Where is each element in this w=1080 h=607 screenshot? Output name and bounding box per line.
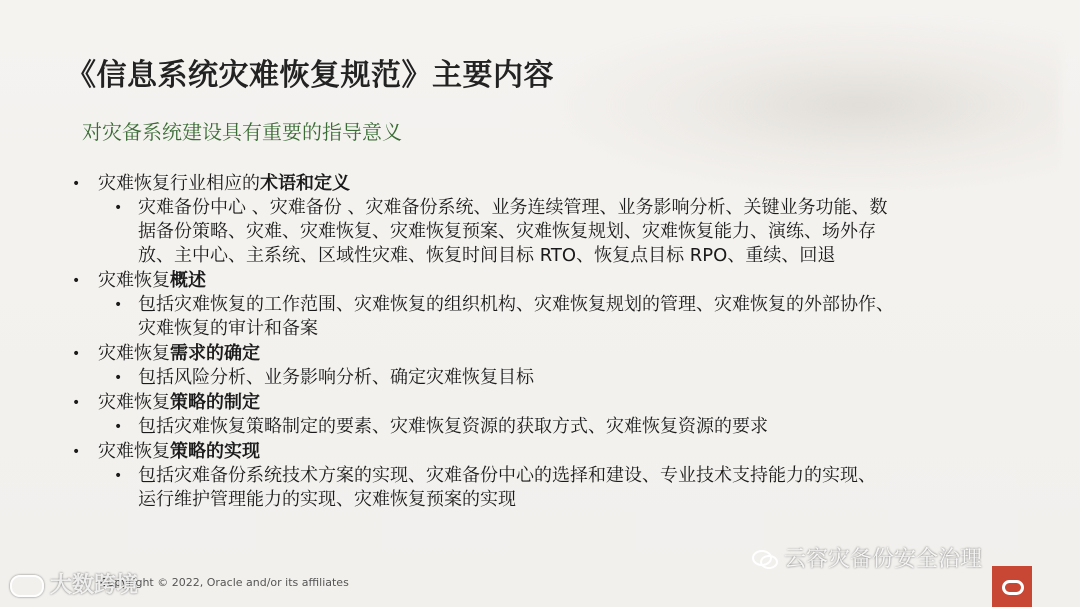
detail-line: 灾难恢复的审计和备案 [138, 318, 318, 339]
section-keyword: 术语和定义 [260, 173, 350, 194]
bullet-icon: • [72, 395, 81, 411]
background-texture [560, 20, 1060, 190]
section-detail [70, 366, 1000, 390]
detail-line: 放、主中心、主系统、区域性灾难、恢复时间目标 RTO、恢复点目标 RPO、重续、回退 [138, 245, 836, 266]
detail-line: 包括灾难恢复的工作范围、灾难恢复的组织机构、灾难恢复规划的管理、灾难恢复的外部协作、 [138, 294, 894, 315]
section-detail [70, 293, 1000, 341]
oracle-ring-icon [1002, 580, 1024, 595]
bullet-icon: • [114, 468, 123, 484]
detail-line: 灾难备份中心 、灾难备份 、灾难备份系统、业务连续管理、业务影响分析、关键业务功能、数 [138, 197, 888, 218]
section-keyword: 概述 [170, 270, 206, 291]
bullet-icon: • [114, 297, 123, 313]
section-detail [70, 464, 1000, 512]
section-item [70, 440, 1000, 464]
watermark-left [10, 568, 138, 599]
section-prefix: 灾难恢复 [98, 441, 170, 462]
bullet-icon: • [72, 176, 81, 192]
bullet-icon: • [72, 444, 81, 460]
section-detail [70, 196, 1000, 268]
bullet-icon: • [72, 346, 81, 362]
copyright-text: Copyright © 2022, Oracle and/or its affiliates [100, 576, 349, 589]
section-prefix: 灾难恢复 [98, 392, 170, 413]
section-keyword: 策略的实现 [170, 441, 260, 462]
oracle-logo-icon [992, 566, 1032, 607]
detail-line: 包括风险分析、业务影响分析、确定灾难恢复目标 [138, 367, 534, 388]
section-detail [70, 415, 1000, 439]
section-prefix: 灾难恢复 [98, 270, 170, 291]
detail-line: 据备份策略、灾难、灾难恢复、灾难恢复预案、灾难恢复规划、灾难恢复能力、演练、场外存 [138, 221, 876, 242]
wechat-icon [752, 550, 778, 570]
slide-title: 《信息系统灾难恢复规范》主要内容 [66, 58, 554, 93]
section-keyword: 需求的确定 [170, 343, 260, 364]
watermark-logo-icon [10, 575, 44, 597]
bullet-icon: • [114, 419, 123, 435]
slide-subtitle: 对灾备系统建设具有重要的指导意义 [82, 120, 402, 144]
section-prefix: 灾难恢复 [98, 343, 170, 364]
detail-line: 包括灾难备份系统技术方案的实现、灾难备份中心的选择和建设、专业技术支持能力的实现、 [138, 465, 876, 486]
bullet-icon: • [114, 200, 123, 216]
content-list [70, 172, 1000, 513]
section-item [70, 172, 1000, 196]
section-item [70, 391, 1000, 415]
section-prefix: 灾难恢复行业相应的 [98, 173, 260, 194]
watermark-right-text: 云容灾备份安全治理 [784, 547, 983, 572]
detail-line: 包括灾难恢复策略制定的要素、灾难恢复资源的获取方式、灾难恢复资源的要求 [138, 416, 768, 437]
bullet-icon: • [114, 370, 123, 386]
detail-line: 运行维护管理能力的实现、灾难恢复预案的实现 [138, 489, 516, 510]
section-item [70, 342, 1000, 366]
watermark-left-text: 大数跨境 [50, 573, 139, 598]
watermark-right [752, 542, 982, 573]
section-item [70, 269, 1000, 293]
section-keyword: 策略的制定 [170, 392, 260, 413]
bullet-icon: • [72, 273, 81, 289]
